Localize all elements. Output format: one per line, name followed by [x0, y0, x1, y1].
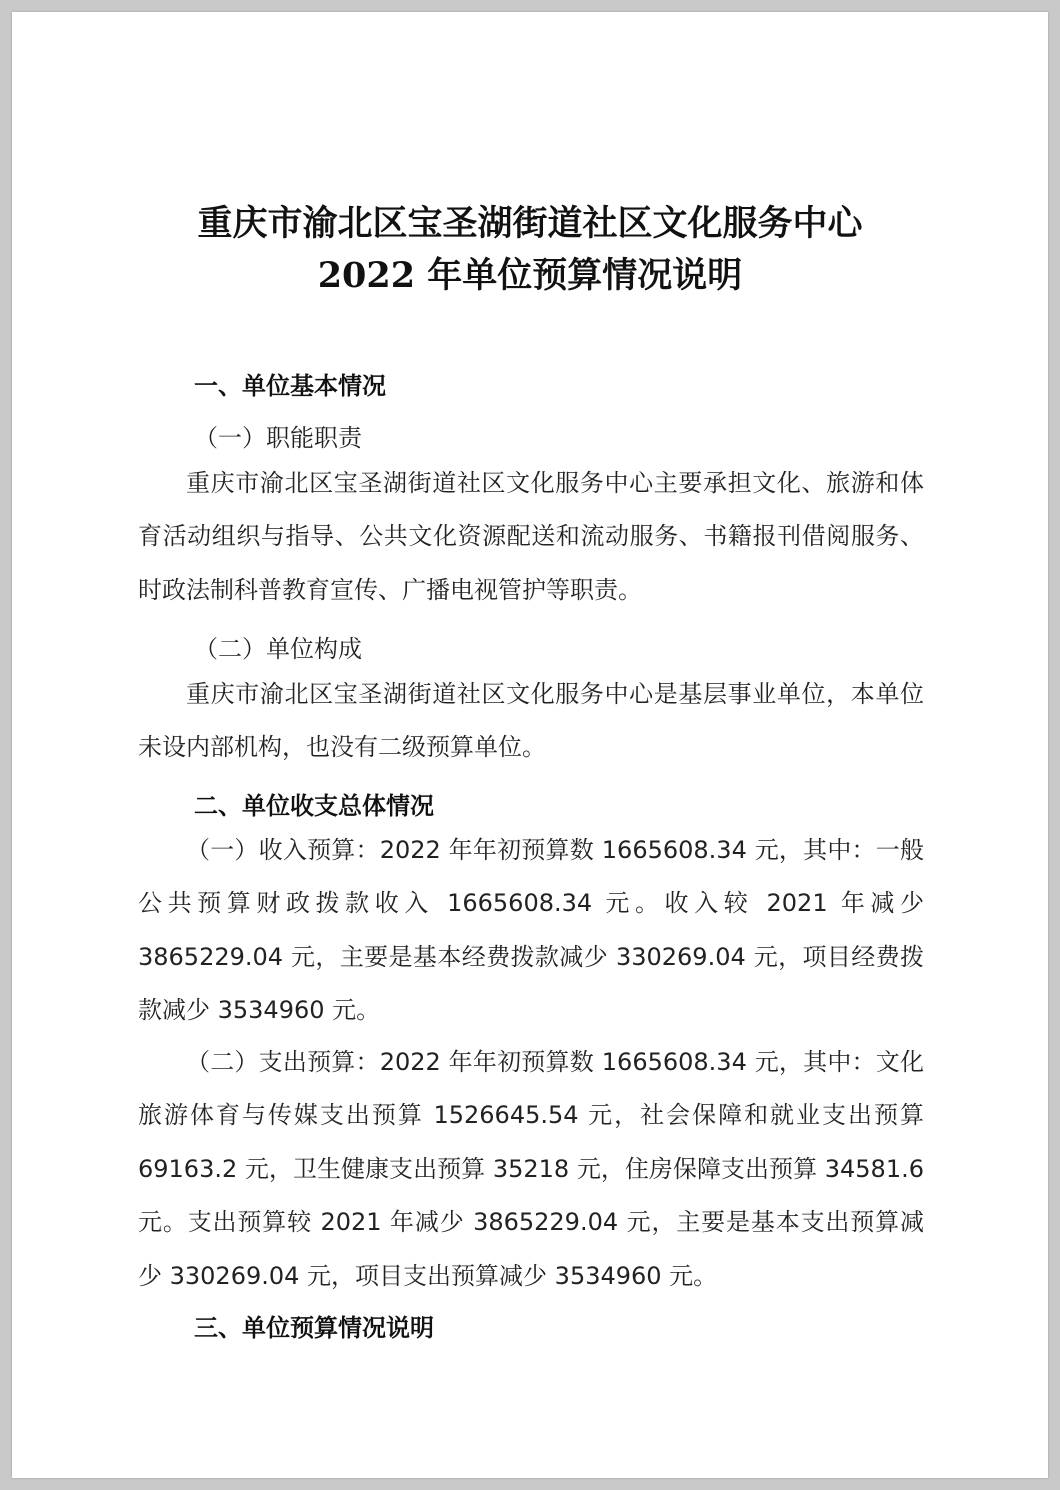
section1-sub2-paragraph: 重庆市渝北区宝圣湖街道社区文化服务中心是基层事业单位，本单位未设内部机构，也没有二级预算单位。 — [138, 680, 924, 762]
section3-heading: 三、单位预算情况说明 — [194, 1314, 434, 1342]
document-page — [12, 12, 1048, 1478]
section2-heading: 二、单位收支总体情况 — [194, 792, 434, 820]
section1-sub1-paragraph: 重庆市渝北区宝圣湖街道社区文化服务中心主要承担文化、旅游和体育活动组织与指导、公共文化资源配送和流动服务、书籍报刊借阅服务、时政法制科普教育宣传、广播电视管护等职责。 — [138, 469, 924, 604]
section1-heading: 一、单位基本情况 — [194, 372, 386, 400]
section1-sub2-heading: （二）单位构成 — [194, 635, 362, 663]
section2-expenditure-paragraph: （二）支出预算：2022 年年初预算数 1665608.34 元，其中：文化旅游体育与传媒支出预算 1526645.54 元，社会保障和就业支出预算 69163.2 元，卫生健康支出预算 35218 元，住房保障支出预算 34581.6 元。支出预算较 2021 年减少 3865229.04 元，主要是基本支出预算减少 330269.04 元，项目支出预算减少 3534960 元。 — [138, 1048, 924, 1290]
section2-income-paragraph: （一）收入预算：2022 年年初预算数 1665608.34 元，其中：一般公共预算财政拨款收入 1665608.34 元。收入较 2021 年减少 3865229.04 元，主要是基本经费拨款减少 330269.04 元，项目经费拨款减少 3534960 元。 — [138, 836, 924, 1025]
document-title-line1: 重庆市渝北区宝圣湖街道社区文化服务中心 — [197, 203, 863, 244]
document-title-line2: 2022 年单位预算情况说明 — [317, 255, 743, 296]
section1-sub1-heading: （一）职能职责 — [194, 424, 362, 452]
